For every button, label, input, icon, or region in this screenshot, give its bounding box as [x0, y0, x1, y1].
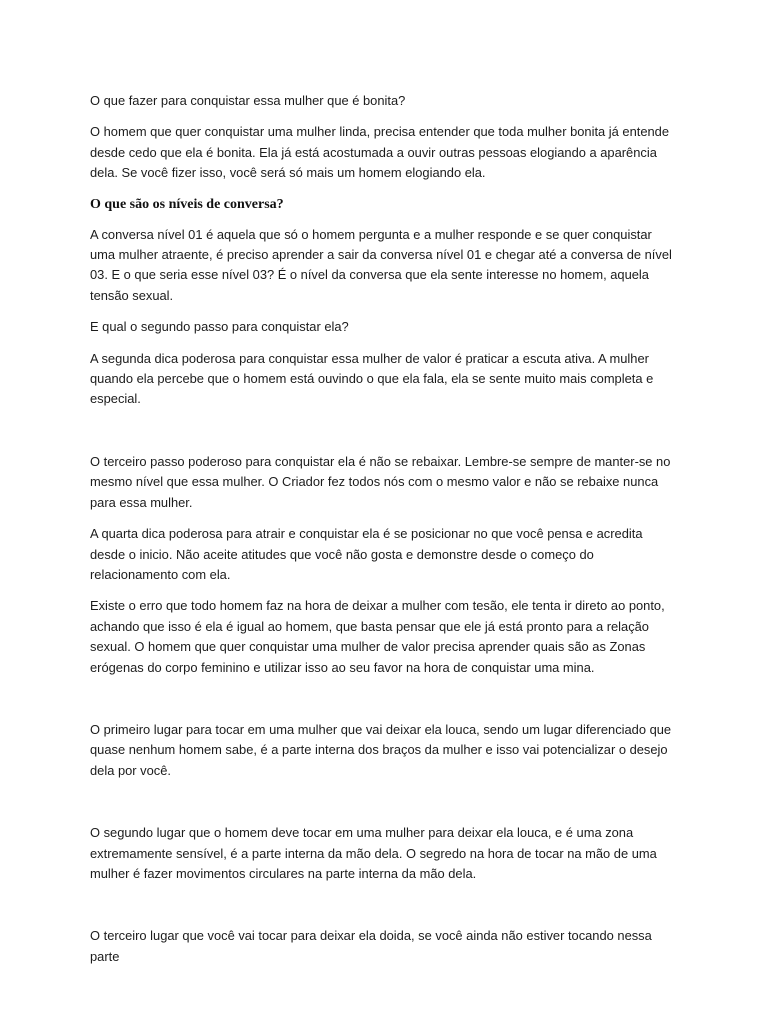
body-paragraph: O segundo lugar que o homem deve tocar em uma mulher para deixar ela louca, e é uma zona extremamente sensível, é a parte interna da mão dela. O segredo na hora de tocar na mão de uma mulher é fazer movimentos circulares na parte interna da mão dela. [90, 825, 657, 881]
body-paragraph: O homem que quer conquistar uma mulher linda, precisa entender que toda mulher bonita já entende desde cedo que ela é bonita. Ela já está acostumada a ouvir outras pessoas elogiando a aparência dela. Se você fizer isso, você será só mais um homem elogiando ela. [90, 124, 670, 181]
section-heading: O que são os níveis de conversa? [90, 196, 284, 212]
body-paragraph: O terceiro lugar que você vai tocar para deixar ela doida, se você ainda não estiver tocando nessa parte [90, 928, 652, 964]
body-paragraph: A conversa nível 01 é aquela que só o homem pergunta e a mulher responde e se quer conquistar uma mulher atraente, é preciso aprender a sair da conversa nível 01 e chegar até a conversa de nível 03. E o que seria esse nível 03? É o nível da conversa que ela sente interesse no homem, aquela tensão sexual. [90, 226, 672, 303]
question-paragraph: O que fazer para conquistar essa mulher que é bonita? [90, 93, 406, 108]
body-paragraph: Existe o erro que todo homem faz na hora de deixar a mulher com tesão, ele tenta ir direto ao ponto, achando que isso é ela é igual ao homem, que basta pensar que ele já está pronto para a relação sexual. O homem que quer conquistar uma mulher de valor precisa aprender quais são as Zonas erógenas do corpo feminino e utilizar isso ao seu favor na hora de conquistar uma mina. [90, 598, 665, 675]
document-body [90, 91, 680, 978]
body-paragraph: O terceiro passo poderoso para conquistar ela é não se rebaixar. Lembre-se sempre de manter-se no mesmo nível que essa mulher. O Criador fez todos nós com o mesmo valor e não se rebaixe nunca para essa mulher. [90, 453, 671, 510]
body-paragraph: A quarta dica poderosa para atrair e conquistar ela é se posicionar no que você pensa e acredita desde o inicio. Não aceite atitudes que você não gosta e demonstre desde o começo do relacionamento com ela. [90, 526, 643, 582]
body-paragraph: O primeiro lugar para tocar em uma mulher que vai deixar ela louca, sendo um lugar diferenciado que quase nenhum homem sabe, é a parte interna dos braços da mulher e isso vai potencializar o desejo dela por você. [90, 721, 672, 778]
question-paragraph: E qual o segundo passo para conquistar ela? [90, 319, 349, 335]
body-paragraph: A segunda dica poderosa para conquistar essa mulher de valor é praticar a escuta ativa. A mulher quando ela percebe que o homem está ouvindo o que ela fala, ela se sente muito mais completa e especial. [90, 350, 654, 407]
